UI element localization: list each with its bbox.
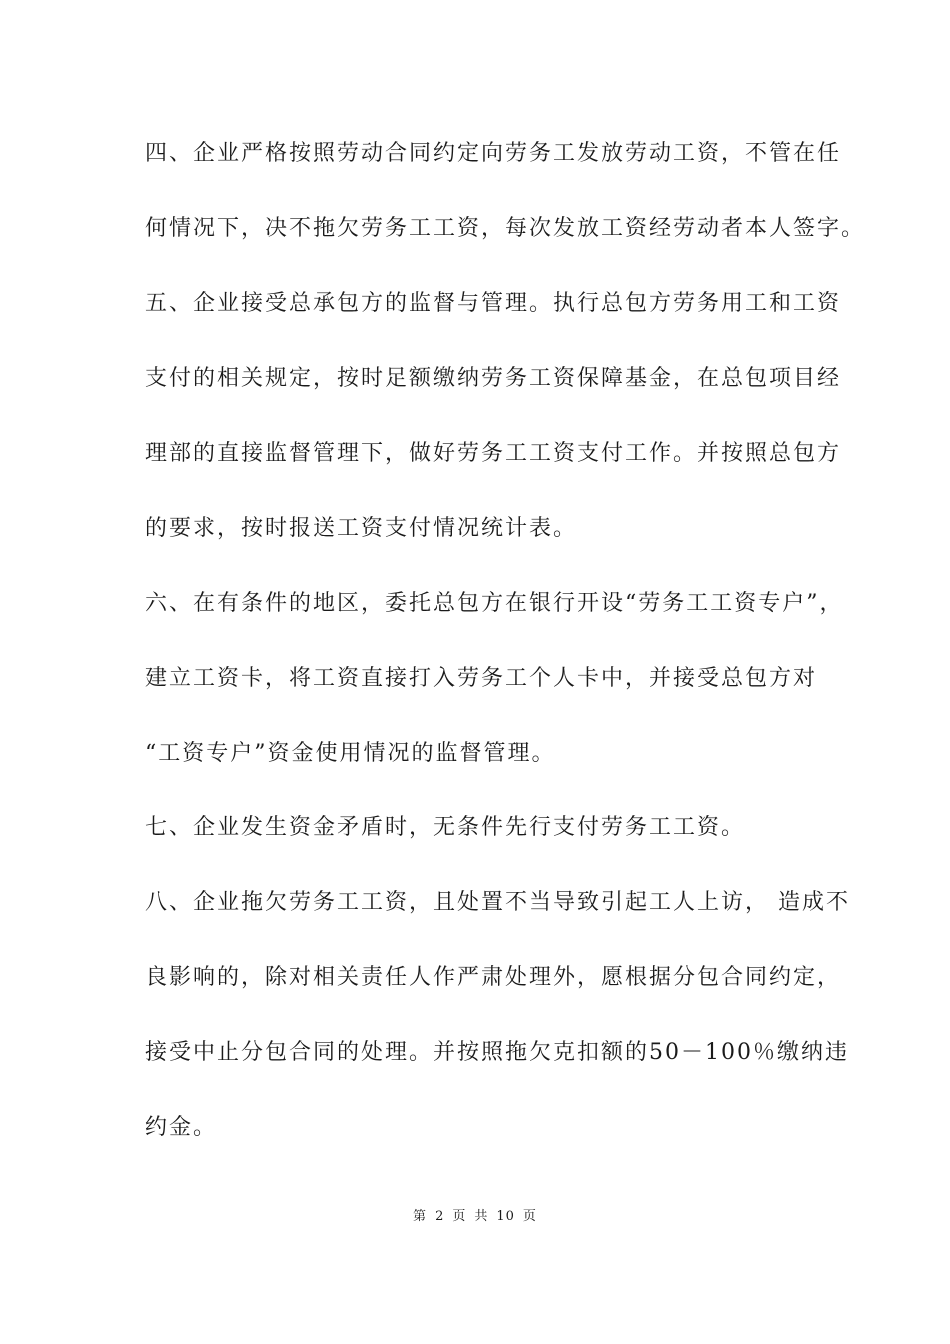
page-footer <box>0 1208 950 1226</box>
footer-ye-2: 页 <box>522 1209 537 1224</box>
total-pages-number: 10 <box>496 1209 515 1224</box>
paragraph-line: 建立工资卡，将工资直接打入劳务工个人卡中，并接受总包方对 <box>145 666 818 691</box>
paragraph-line: 约金。 <box>145 1115 218 1140</box>
paragraph-line: 四、企业严格按照劳动合同约定向劳务工发放劳动工资，不管在任 <box>145 141 842 166</box>
paragraph-line: 五、企业接受总承包方的监督与管理。执行总包方劳务用工和工资 <box>145 291 842 316</box>
paragraph-line: 良影响的，除对相关责任人作严肃处理外，愿根据分包合同约定， <box>145 965 842 990</box>
paragraph-line: 接受中止分包合同的处理。并按照拖欠克扣额的50－100％缴纳违 <box>145 1040 849 1065</box>
paragraph-line: 支付的相关规定，按时足额缴纳劳务工资保障基金，在总包项目经 <box>145 366 842 391</box>
footer-di: 第 <box>413 1209 428 1224</box>
paragraph-line: 七、企业发生资金矛盾时，无条件先行支付劳务工工资。 <box>145 815 746 840</box>
current-page-number: 2 <box>435 1209 445 1224</box>
footer-ye: 页 <box>452 1209 467 1224</box>
paragraph-line: 六、在有条件的地区，委托总包方在银行开设“劳务工工资专户”， <box>145 591 844 616</box>
paragraph-line: “工资专户”资金使用情况的监督管理。 <box>145 741 556 766</box>
paragraph-line: 何情况下，决不拖欠劳务工工资，每次发放工资经劳动者本人签字。 <box>145 216 866 241</box>
paragraph-line: 八、企业拖欠劳务工工资，且处置不当导致引起工人上访， 造成不 <box>145 890 850 915</box>
footer-gong: 共 <box>474 1209 489 1224</box>
paragraph-line: 理部的直接监督管理下，做好劳务工工资支付工作。并按照总包方 <box>145 441 842 466</box>
paragraph-line: 的要求，按时报送工资支付情况统计表。 <box>145 516 578 541</box>
